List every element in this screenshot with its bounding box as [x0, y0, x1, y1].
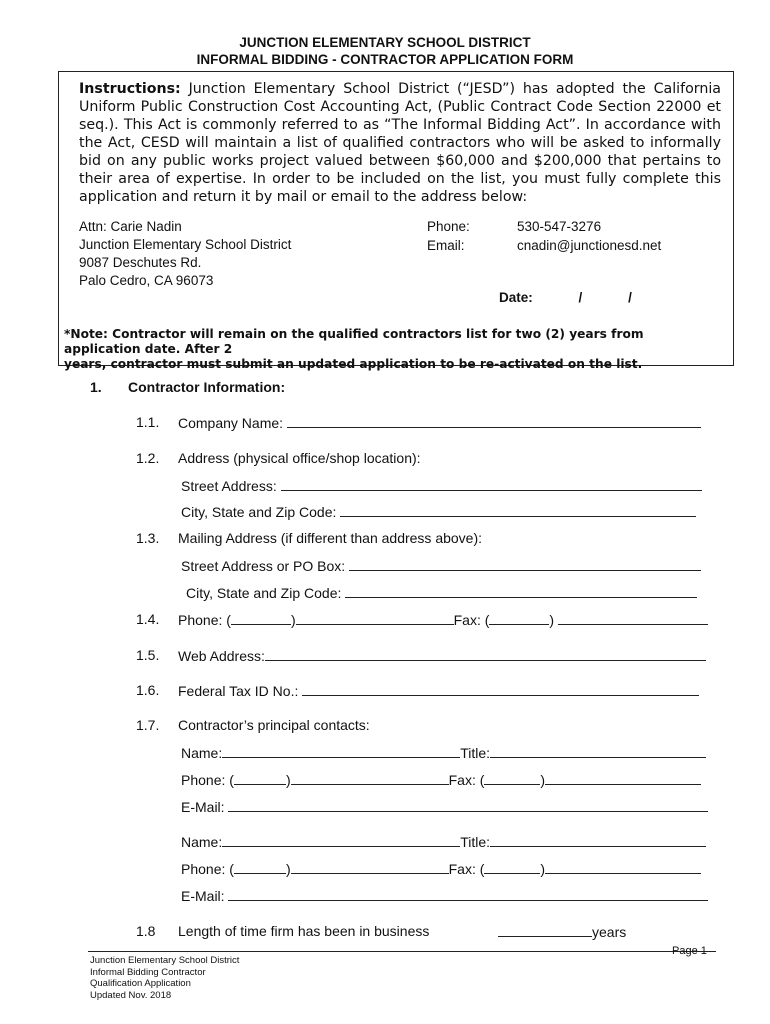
phone-input[interactable]	[291, 771, 449, 785]
paren-close: )	[285, 861, 291, 877]
tax-id-field[interactable]	[178, 682, 699, 699]
paren-close: )	[540, 772, 546, 788]
phone-label: Phone: (	[181, 861, 234, 877]
po-box-field[interactable]	[181, 557, 701, 574]
phone-label: Phone:	[427, 219, 470, 234]
footer-rule	[88, 951, 716, 952]
item-number: 1.5.	[136, 647, 160, 663]
web-address-field[interactable]	[178, 647, 706, 664]
note-line-2: years, contractor must submit an updated application to be re-activated on the list.	[64, 357, 643, 371]
email-value: cnadin@junctionesd.net	[517, 238, 662, 253]
company-name-field[interactable]	[178, 414, 701, 431]
address-heading: Address (physical office/shop location):	[178, 450, 421, 466]
instructions-box	[58, 71, 734, 371]
phone-input[interactable]	[296, 611, 454, 625]
street-address-input[interactable]	[281, 477, 702, 491]
item-number: 1.8	[136, 923, 156, 939]
contact-title-input[interactable]	[490, 744, 706, 758]
form-title-line2: INFORMAL BIDDING - CONTRACTOR APPLICATION FORM	[196, 52, 574, 67]
phone-fax-field[interactable]	[178, 611, 708, 628]
paren-close: )	[290, 612, 296, 628]
footer-line-1: Junction Elementary School District	[90, 955, 240, 966]
phone-label: Phone: (	[181, 772, 234, 788]
contact-email-input[interactable]	[228, 887, 708, 901]
contact-1-email[interactable]	[181, 798, 708, 815]
mailing-city-field[interactable]	[186, 584, 697, 601]
footer-line-4: Updated Nov. 2018	[90, 989, 172, 1001]
email-label: E-Mail:	[181, 888, 225, 904]
footer-line-2: Informal Bidding Contractor	[90, 966, 206, 978]
item-number: 1.1.	[136, 414, 160, 430]
address-line-2: Junction Elementary School District	[79, 237, 292, 252]
item-number: 1.4.	[136, 611, 160, 627]
principal-contacts-heading: Contractor’s principal contacts:	[178, 717, 370, 733]
mailing-address-heading: Mailing Address (if different than address above):	[178, 530, 483, 546]
contact-2-email[interactable]	[181, 887, 708, 904]
contact-1-phone-fax[interactable]	[181, 771, 701, 788]
po-box-label: Street Address or PO Box:	[181, 558, 346, 574]
note-line-1: *Note: Contractor will remain on the qualified contractors list for two (2) years from application date. After 2	[64, 327, 644, 356]
mailing-address-block	[79, 218, 291, 290]
item-number: 1.7.	[136, 717, 160, 733]
instructions-label: Instructions:	[79, 81, 181, 97]
tax-id-input[interactable]	[302, 682, 699, 696]
street-address-field[interactable]	[181, 477, 702, 494]
fax-area-input[interactable]	[484, 771, 540, 785]
name-label: Name:	[181, 745, 223, 761]
years-label: years	[592, 924, 627, 940]
city-state-zip-field[interactable]	[181, 503, 696, 520]
item-number: 1.6.	[136, 682, 160, 698]
fax-area-input[interactable]	[489, 611, 549, 625]
date-field[interactable]	[499, 290, 632, 305]
footer-line-3: Qualification Application	[90, 978, 191, 989]
contact-2-phone-fax[interactable]	[181, 860, 701, 877]
fax-input[interactable]	[545, 771, 701, 785]
years-input[interactable]	[498, 923, 592, 937]
phone-area-input[interactable]	[231, 611, 291, 625]
footer	[90, 955, 239, 1001]
date-separator: /	[578, 290, 583, 305]
fax-label: Fax: (	[448, 772, 485, 788]
web-address-input[interactable]	[265, 647, 706, 661]
address-line-4: Palo Cedro, CA 96073	[79, 273, 214, 288]
paren-close: )	[549, 612, 555, 628]
street-address-label: Street Address:	[181, 478, 277, 494]
contact-title-input[interactable]	[490, 833, 706, 847]
section-number: 1.	[90, 379, 102, 395]
phone-input[interactable]	[291, 860, 449, 874]
contact-name-input[interactable]	[222, 833, 460, 847]
mailing-city-label: City, State and Zip Code:	[186, 585, 342, 601]
section-title: Contractor Information:	[128, 379, 286, 395]
fax-label: Fax: (	[448, 861, 485, 877]
paren-close: )	[540, 861, 546, 877]
date-label: Date:	[499, 290, 533, 305]
item-number: 1.2.	[136, 450, 160, 466]
years-in-business-label: Length of time firm has been in business	[178, 923, 430, 939]
note-text	[64, 327, 724, 372]
mailing-city-input[interactable]	[345, 584, 697, 598]
fax-input[interactable]	[558, 611, 708, 625]
email-label: Email:	[427, 238, 465, 253]
title-label: Title:	[460, 745, 491, 761]
address-line-3: 9087 Deschutes Rd.	[79, 255, 202, 270]
attn-line: Attn: Carie Nadin	[79, 219, 182, 234]
phone-area-input[interactable]	[234, 771, 286, 785]
email-label: E-Mail:	[181, 799, 225, 815]
phone-area-input[interactable]	[234, 860, 286, 874]
name-label: Name:	[181, 834, 223, 850]
years-in-business-field[interactable]	[498, 923, 626, 940]
form-title-line1: JUNCTION ELEMENTARY SCHOOL DISTRICT	[239, 35, 531, 50]
fax-label: Fax: (	[453, 612, 490, 628]
contact-name-input[interactable]	[222, 744, 460, 758]
fax-area-input[interactable]	[484, 860, 540, 874]
date-separator: /	[628, 290, 632, 305]
fax-input[interactable]	[545, 860, 701, 874]
item-number: 1.3.	[136, 530, 160, 546]
paren-close: )	[285, 772, 291, 788]
city-state-zip-input[interactable]	[340, 503, 696, 517]
instructions-text	[79, 80, 721, 206]
phone-value: 530-547-3276	[517, 219, 602, 234]
city-state-zip-label: City, State and Zip Code:	[181, 504, 337, 520]
instructions-body: Junction Elementary School District (“JESD”) has adopted the California Uniform Public Construction Cost Accounting Act, (Public Contract Code Section 22000 et seq.). This Act is commonly referred to as “The Informal Bidding Act”. In accordance with the Act, CESD will maintain a list of qualified contractors who will be asked to informally bid on any public works project valued between $60,000 and $200,000 that pertains to their area of expertise. In order to be included on the list, you must fully complete this application and return it by mail or email to the address below:	[79, 81, 721, 205]
contact-2-name-title[interactable]	[181, 833, 706, 850]
company-name-label: Company Name:	[178, 415, 284, 431]
title-label: Title:	[460, 834, 491, 850]
po-box-input[interactable]	[349, 557, 701, 571]
phone-label: Phone: (	[178, 612, 231, 628]
contact-email-input[interactable]	[228, 798, 708, 812]
contact-1-name-title[interactable]	[181, 744, 706, 761]
company-name-input[interactable]	[287, 414, 701, 428]
tax-id-label: Federal Tax ID No.:	[178, 683, 299, 699]
page-number: Page 1	[672, 945, 707, 957]
web-address-label: Web Address:	[178, 648, 265, 664]
